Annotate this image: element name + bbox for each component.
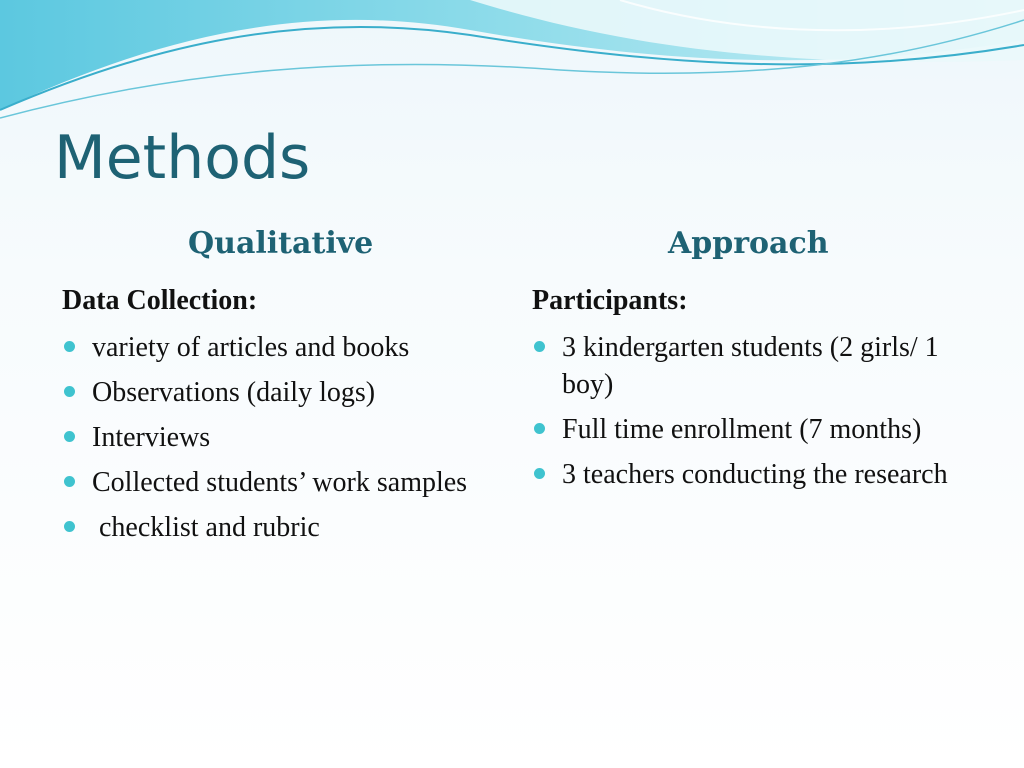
list-item: Full time enrollment (7 months) bbox=[532, 411, 952, 448]
slide-title: Methods bbox=[54, 123, 311, 193]
data-collection-list bbox=[62, 329, 482, 554]
bullet-dot-icon bbox=[534, 468, 545, 479]
column-heading-approach: Approach bbox=[668, 226, 829, 261]
subheading-data-collection: Data Collection: bbox=[62, 285, 258, 316]
bullet-dot-icon bbox=[64, 431, 75, 442]
list-item: Interviews bbox=[62, 419, 482, 456]
bullet-dot-icon bbox=[534, 423, 545, 434]
list-item: 3 teachers conducting the research bbox=[532, 456, 952, 493]
bullet-dot-icon bbox=[64, 341, 75, 352]
bullet-dot-icon bbox=[64, 476, 75, 487]
bullet-dot-icon bbox=[64, 386, 75, 397]
list-item: Collected students’ work samples bbox=[62, 464, 482, 501]
column-heading-qualitative: Qualitative bbox=[188, 226, 374, 261]
header-wave-decoration bbox=[0, 0, 1024, 130]
list-item: checklist and rubric bbox=[62, 509, 482, 546]
bullet-dot-icon bbox=[64, 521, 75, 532]
list-item: variety of articles and books bbox=[62, 329, 482, 366]
list-item: Observations (daily logs) bbox=[62, 374, 482, 411]
list-item: 3 kindergarten students (2 girls/ 1 boy) bbox=[532, 329, 952, 403]
participants-list bbox=[532, 329, 952, 501]
subheading-participants: Participants: bbox=[532, 285, 688, 316]
bullet-dot-icon bbox=[534, 341, 545, 352]
